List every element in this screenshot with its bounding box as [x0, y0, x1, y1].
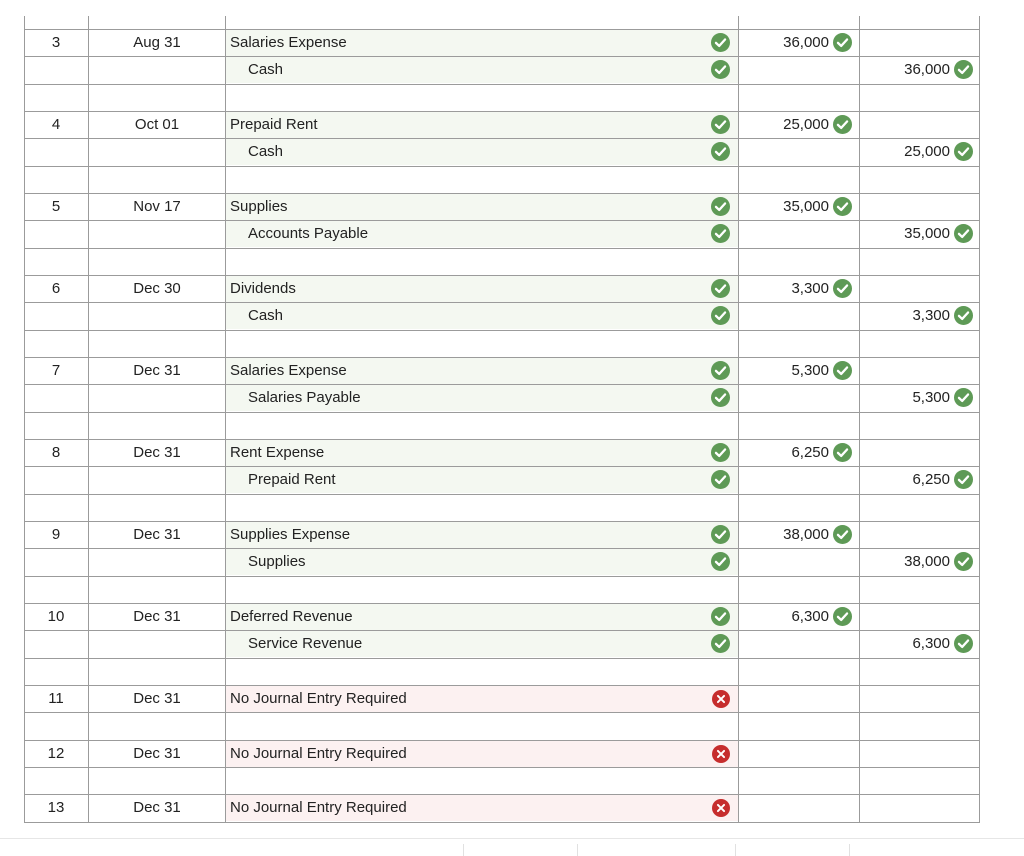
entry-date: Aug 31: [133, 34, 181, 51]
check-circle-icon: [954, 60, 973, 79]
credit-amount: 5,300: [912, 389, 950, 407]
check-circle-icon: [711, 607, 730, 626]
column-divider: [859, 16, 860, 822]
x-circle-icon: [712, 799, 730, 817]
debit-amount: 36,000: [783, 34, 829, 51]
account-title: Salaries Payable: [248, 389, 361, 407]
row-divider: [24, 576, 980, 577]
check-circle-icon: [954, 552, 973, 571]
account-title: Dividends: [230, 279, 296, 297]
row-divider: [24, 84, 980, 85]
row-divider: [24, 330, 980, 331]
account-title: Cash: [248, 61, 284, 79]
row-divider: [24, 166, 980, 167]
account-title: Salaries Expense: [230, 34, 347, 51]
transaction-number: 6: [51, 279, 61, 297]
debit-amount: 38,000: [783, 525, 829, 543]
account-title: Service Revenue: [248, 635, 363, 653]
transaction-number: 4: [51, 115, 61, 133]
check-circle-icon: [711, 279, 730, 298]
row-divider: [24, 630, 980, 631]
account-title: No Journal Entry Required: [230, 799, 407, 817]
check-circle-icon: [711, 306, 730, 325]
check-circle-icon: [954, 224, 973, 243]
account-title: Supplies: [230, 197, 288, 215]
row-divider: [24, 794, 980, 795]
transaction-number: 3: [51, 34, 61, 51]
x-circle-icon: [712, 745, 730, 763]
row-divider: [24, 712, 980, 713]
account-title: Cash: [248, 143, 284, 161]
check-circle-icon: [711, 525, 730, 544]
transaction-number: 10: [47, 607, 65, 625]
check-circle-icon: [711, 33, 730, 52]
account-title: Accounts Payable: [248, 225, 369, 243]
check-circle-icon: [954, 142, 973, 161]
debit-amount: 6,250: [791, 443, 829, 461]
check-circle-icon: [711, 388, 730, 407]
check-circle-icon: [711, 634, 730, 653]
account-title: No Journal Entry Required: [230, 689, 407, 707]
debit-amount: 5,300: [791, 361, 829, 379]
row-divider: [24, 412, 980, 413]
check-circle-icon: [711, 142, 730, 161]
account-cell[interactable]: [226, 139, 738, 165]
x-circle-icon: [712, 690, 730, 708]
entry-date: Nov 17: [133, 197, 181, 215]
transaction-number: 8: [51, 443, 61, 461]
row-divider: [24, 466, 980, 467]
row-divider: [24, 248, 980, 249]
account-cell[interactable]: [226, 303, 738, 329]
check-circle-icon: [711, 115, 730, 134]
check-circle-icon: [711, 60, 730, 79]
row-divider: [24, 138, 980, 139]
account-title: No Journal Entry Required: [230, 744, 407, 762]
check-circle-icon: [833, 607, 852, 626]
next-table-column-stub: [463, 844, 464, 856]
check-circle-icon: [954, 388, 973, 407]
check-circle-icon: [711, 197, 730, 216]
transaction-number: 13: [47, 799, 65, 817]
row-divider: [24, 220, 980, 221]
check-circle-icon: [711, 470, 730, 489]
credit-amount: 25,000: [904, 143, 950, 161]
transaction-number: 12: [47, 744, 65, 762]
check-circle-icon: [954, 634, 973, 653]
row-divider: [24, 302, 980, 303]
check-circle-icon: [954, 470, 973, 489]
account-cell[interactable]: [226, 57, 738, 83]
transaction-number: 9: [51, 525, 61, 543]
check-circle-icon: [711, 443, 730, 462]
account-title: Supplies Expense: [230, 525, 351, 543]
check-circle-icon: [833, 525, 852, 544]
entry-date: Dec 31: [133, 607, 181, 625]
debit-amount: 25,000: [783, 115, 829, 133]
check-circle-icon: [711, 552, 730, 571]
account-title: Supplies: [248, 553, 306, 571]
account-cell[interactable]: [226, 276, 738, 302]
row-divider: [24, 767, 980, 768]
row-divider: [24, 193, 980, 194]
entry-date: Dec 31: [133, 799, 181, 817]
debit-amount: 6,300: [791, 607, 829, 625]
transaction-number: 5: [51, 197, 61, 215]
account-cell[interactable]: [226, 194, 738, 220]
entry-date: Dec 31: [133, 689, 181, 707]
row-divider: [24, 740, 980, 741]
entry-date: Dec 31: [133, 525, 181, 543]
check-circle-icon: [833, 33, 852, 52]
account-title: Salaries Expense: [230, 361, 347, 379]
row-divider: [24, 29, 980, 30]
row-divider: [24, 603, 980, 604]
credit-amount: 6,300: [912, 635, 950, 653]
debit-amount: 35,000: [783, 197, 829, 215]
account-title: Rent Expense: [230, 443, 325, 461]
entry-date: Dec 30: [133, 279, 181, 297]
row-divider: [24, 658, 980, 659]
entry-date: Dec 31: [133, 744, 181, 762]
account-title: Prepaid Rent: [230, 115, 318, 133]
check-circle-icon: [711, 224, 730, 243]
section-divider: [0, 838, 1024, 839]
account-title: Cash: [248, 307, 284, 325]
check-circle-icon: [833, 115, 852, 134]
row-divider: [24, 494, 980, 495]
credit-amount: 3,300: [912, 307, 950, 325]
credit-amount: 38,000: [904, 553, 950, 571]
account-title: Prepaid Rent: [248, 471, 336, 489]
credit-amount: 6,250: [912, 471, 950, 489]
row-divider: [24, 685, 980, 686]
next-table-column-stub: [849, 844, 850, 856]
entry-date: Dec 31: [133, 361, 181, 379]
column-divider: [979, 16, 980, 822]
check-circle-icon: [711, 361, 730, 380]
check-circle-icon: [833, 197, 852, 216]
entry-date: Dec 31: [133, 443, 181, 461]
credit-amount: 35,000: [904, 225, 950, 243]
row-divider: [24, 111, 980, 112]
credit-amount: 36,000: [904, 61, 950, 79]
check-circle-icon: [833, 279, 852, 298]
row-divider: [24, 275, 980, 276]
row-divider: [24, 521, 980, 522]
transaction-number: 7: [51, 361, 61, 379]
row-divider: [24, 548, 980, 549]
check-circle-icon: [833, 361, 852, 380]
row-divider: [24, 439, 980, 440]
entry-date: Oct 01: [134, 115, 180, 133]
row-divider: [24, 384, 980, 385]
row-divider: [24, 357, 980, 358]
next-table-column-stub: [577, 844, 578, 856]
check-circle-icon: [833, 443, 852, 462]
row-divider: [24, 56, 980, 57]
transaction-number: 11: [48, 689, 64, 707]
next-table-column-stub: [735, 844, 736, 856]
account-title: Deferred Revenue: [230, 607, 353, 625]
debit-amount: 3,300: [791, 279, 829, 297]
row-divider: [24, 822, 980, 823]
check-circle-icon: [954, 306, 973, 325]
